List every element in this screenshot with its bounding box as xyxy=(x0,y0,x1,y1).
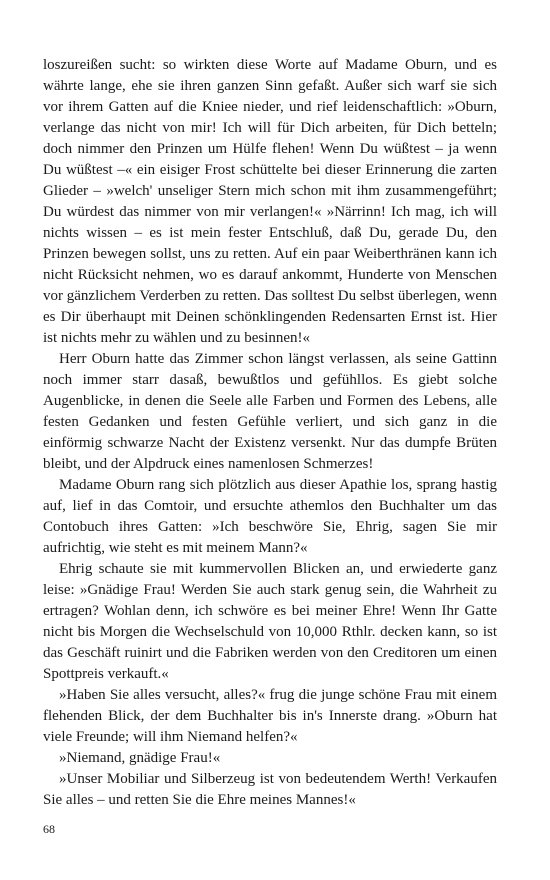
body-text xyxy=(43,55,497,811)
paragraph: »Unser Mobiliar und Silberzeug ist von bedeutendem Werth! Verkaufen Sie alles – und retten Sie die Ehre meines Mannes!« xyxy=(43,771,497,808)
paragraph: »Haben Sie alles versucht, alles?« frug die junge schöne Frau mit einem flehenden Blick, der dem Buchhalter bis in's Innerste drang. »Oburn hat viele Freunde; will ihm Niemand helfen?« xyxy=(43,687,497,745)
paragraph: Madame Oburn rang sich plötzlich aus dieser Apathie los, sprang hastig auf, lief in das Comtoir, und ersuchte athemlos den Buchhalter um das Contobuch ihres Gatten: »Ich beschwöre Sie, Ehrig, sagen Sie mir aufrichtig, wie steht es mit meinem Mann?« xyxy=(43,477,497,556)
paragraph: Ehrig schaute sie mit kummervollen Blicken an, und erwiederte ganz leise: »Gnädige Frau! Werden Sie auch stark genug sein, die Wahrheit zu ertragen? Wohlan denn, ich schwöre es bei meiner Ehre! Wenn Ihr Gatte nicht bis Morgen die Wechselschuld von 10,000 Rthlr. decken kann, so ist das Geschäft ruinirt und die Fabriken werden von den Creditoren um einen Spottpreis verkauft.« xyxy=(43,561,497,682)
page-number: 68 xyxy=(43,822,55,836)
paragraph: »Niemand, gnädige Frau!« xyxy=(59,750,221,766)
paragraph-continuation: loszureißen sucht: so wirkten diese Worte auf Madame Oburn, und es währte lange, ehe sie ihren ganzen Sinn gefaßt. Außer sich warf sie sich vor ihrem Gatten auf die Kniee nieder, und rief leidenschaftlich: »Oburn, verlange das nicht von mir! Ich will für Dich arbeiten, für Dich betteln; doch nimmer den Prinzen um Hülfe flehen! Wenn Du wüßtest – ja wenn Du wüßtest –« ein eisiger Frost schüttelte bei dieser Erinnerung die zarten Glieder – »welch' unseliger Stern mich schon mit ihm zusammengeführt; Du würdest das nimmer von mir verlangen!« »Närrinn! Ich mag, ich will nichts wissen – es ist mein fester Entschluß, daß Du, gerade Du, den Prinzen bewegen sollst, uns zu retten. Auf ein paar Weiberthränen kann ich nicht Rücksicht nehmen, wo es darauf ankommt, Hunderte von Menschen vor gänzlichem Verderben zu retten. Das solltest Du selbst überlegen, wenn es Dir überhaupt mit Deinen schönklingenden Redensarten Ernst ist. Hier ist nichts mehr zu wählen und zu besinnen!« xyxy=(43,57,497,346)
paragraph: Herr Oburn hatte das Zimmer schon längst verlassen, als seine Gattinn noch immer starr dasaß, bewußtlos und gefühllos. Es giebt solche Augenblicke, in denen die Seele alle Farben und Formen des Lebens, alle festen Gedanken und festen Gefühle verliert, und sich ganz in die einförmig schwarze Nacht der Existenz versenkt. Nur das dumpfe Brüten bleibt, und der Alpdruck eines namenlosen Schmerzes! xyxy=(43,351,497,472)
